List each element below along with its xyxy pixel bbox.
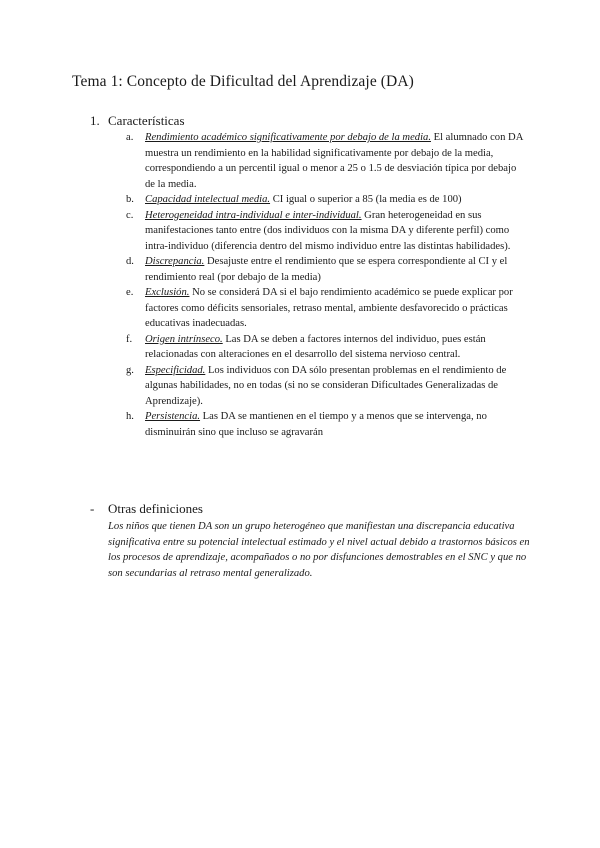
list-marker: b.: [126, 194, 134, 205]
list-item: [126, 409, 528, 440]
list-marker: h.: [126, 411, 134, 422]
section-heading-text: Otras definiciones: [108, 501, 203, 516]
definition-paragraph: Los niños que tienen DA son un grupo heterogéneo que manifiestan una discrepancia educativa significativa entre su potencial intelectual estimado y el nivel actual debido a trastornos básicos en los procesos de aprendizaje, acompañados o no por disfunciones demostrables en el SNC y que no son secundarias al retraso mental generalizado.: [108, 521, 530, 579]
characteristics-list: [126, 130, 528, 440]
item-text: No se considerá DA si el bajo rendimiento académico se puede explicar por factores como déficits sensoriales, retraso mental, ambiente desfavorecido o prácticas educativas inadecuadas.: [145, 287, 513, 329]
section-number: 1.: [90, 113, 100, 128]
item-text: Los individuos con DA sólo presentan problemas en el rendimiento de algunas habilidades, no en todas (si no se consideran Dificultades Generalizadas de Aprendizaje).: [145, 364, 507, 407]
list-item: [126, 130, 528, 192]
list-item: [126, 192, 528, 208]
item-lead: Rendimiento académico significativamente por debajo de la media.: [145, 132, 431, 143]
page-title: Tema 1: Concepto de Dificultad del Aprendizaje (DA): [72, 73, 414, 90]
item-text: Las DA se deben a factores internos del individuo, pues están relacionadas con alteraciones en el desarrollo del sistema nervioso central.: [145, 333, 486, 360]
list-item: [126, 208, 528, 255]
item-text: El alumnado con DA muestra un rendimiento en la habilidad significativamente por debajo de la media, correspondiendo a un percentil igual o menor a 25 o 1.5 de desviación típica por debajo de la media.: [145, 132, 523, 190]
list-marker: c.: [126, 209, 134, 221]
list-marker: g.: [126, 364, 134, 376]
item-lead: Heterogeneidad intra-individual e inter-individual.: [145, 209, 362, 221]
list-marker: a.: [126, 132, 134, 143]
list-item: [126, 332, 528, 363]
section-heading-text: Características: [108, 113, 185, 128]
bullet-dash: -: [90, 501, 95, 516]
list-item: [126, 363, 528, 410]
list-marker: e.: [126, 287, 134, 298]
section-heading-caracteristicas: [90, 113, 185, 129]
item-lead: Origen intrínseco.: [145, 333, 223, 345]
item-text: Desajuste entre el rendimiento que se espera correspondiente al CI y el rendimiento real (por debajo de la media): [145, 256, 508, 283]
list-item: [126, 254, 528, 285]
list-item: [126, 285, 528, 332]
list-marker: f.: [126, 333, 133, 345]
item-text: CI igual o superior a 85 (la media es de 100): [270, 194, 462, 205]
item-lead: Capacidad intelectual media.: [145, 194, 271, 205]
section-heading-otras-definiciones: [90, 501, 203, 517]
list-marker: d.: [126, 256, 134, 267]
item-lead: Especificidad.: [145, 364, 206, 376]
item-lead: Discrepancia.: [145, 256, 205, 267]
item-lead: Persistencia.: [145, 411, 201, 422]
item-text: Las DA se mantienen en el tiempo y a menos que se intervenga, no disminuirán sino que incluso se agravarán: [145, 411, 487, 438]
item-text: Gran heterogeneidad en sus manifestaciones tanto entre (dos individuos con la misma DA y diferente perfil) como intra-individuo (diferencia dentro del mismo individuo entre las distintas habilidades).: [145, 209, 511, 252]
item-lead: Exclusión.: [145, 287, 190, 298]
